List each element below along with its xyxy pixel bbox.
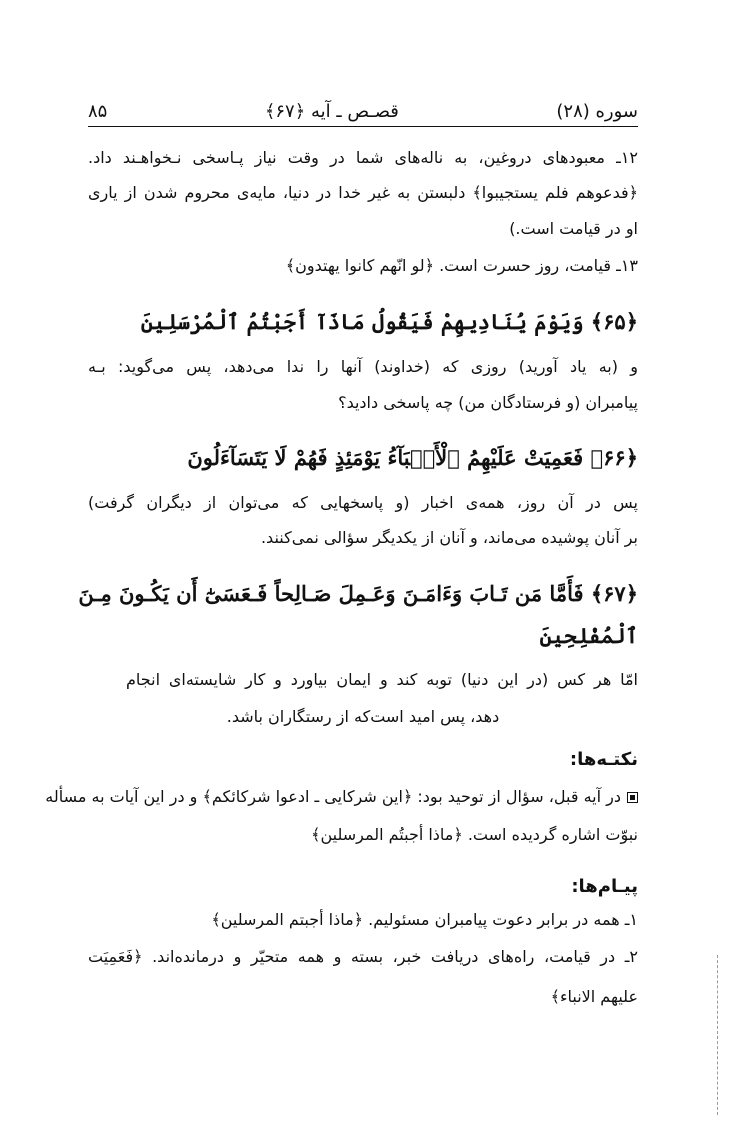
surah-label: سوره (۲۸) <box>556 101 638 122</box>
translation-66-line2: بر آنان پوشیده می‌ماند، و آنان از یکدیگر سؤالی نمی‌کنند. <box>260 528 638 547</box>
point-13-line: ۱۳ـ قیامت، روز حسرت است. ﴿لو انّهم کانوا یهتدون﴾ <box>285 256 638 275</box>
surah-title: قصـص ـ آیه ﴿۶۷﴾ <box>264 101 399 122</box>
translation-66-line1: پس در آن روز، همه‌ی اخبار (و پاسخهایی که می‌توان از دیگران گرفت) <box>88 493 638 512</box>
note-1-line1 <box>45 782 638 812</box>
verse-66: ﴿۶۶﴾ فَعَمِيَتْ عَلَيْهِمُ ٱلْأَنۢبَآءُ يَوْمَئِذٍ فَهُمْ لَا يَتَسَآءَلُونَ <box>187 445 638 470</box>
point-12-line3: او در قیامت است.) <box>509 219 638 238</box>
message-2-line1: ۲ـ در قیامت، راه‌های دریافت خبر، بسته و همه متحیّر و درمانده‌اند. ﴿فَعَمِیَت <box>88 947 638 966</box>
verse-65: ﴿۶۵﴾ وَيَوْمَ يُنَادِيهِمْ فَيَقُولُ مَاذَآ أَجَبْتُمُ ٱلْمُرْسَلِينَ <box>140 309 638 334</box>
verse-67-line1: ﴿۶۷﴾ فَأَمَّا مَن تَـابَ وَءَامَـنَ وَعَـمِلَ صَـالِحاً فَـعَسَىٰٓ أَن يَكُـونَ مِـنَ <box>78 581 638 606</box>
translation-67-line2: دهد، پس امید است‌که از رستگاران باشد. <box>226 707 500 726</box>
page-number: ۸۵ <box>88 101 108 122</box>
point-12-line1: ۱۲ـ معبودهای دروغین، به ناله‌های شما در وقت نیاز پـاسخی نـخواهـند داد. <box>88 148 638 167</box>
messages-heading: پیـام‌ها: <box>571 876 638 897</box>
note-1-line1-text: در آیه قبل، سؤال از توحید بود: ﴿این شرکایی ـ ادعوا شرکائکم﴾ و در این آیات به مسأله <box>45 787 621 806</box>
scan-edge-mark <box>717 955 718 1115</box>
translation-65-line2: پیامبران (و فرستادگان من) چه پاسخی دادید؟ <box>338 393 638 412</box>
translation-65-line1: و (به یاد آورید) روزی که (خداوند) آنها را ندا می‌دهد، پس می‌گوید: بـه <box>88 357 638 376</box>
message-1: ۱ـ همه در برابر دعوت پیامبران مسئولیم. ﴿ماذا أجبتم المرسلین﴾ <box>211 910 638 929</box>
bullet-icon <box>627 792 638 803</box>
message-2-line2: علیهم الانباء﴾ <box>550 987 638 1006</box>
notes-heading: نکتـه‌ها: <box>569 749 638 770</box>
running-header <box>88 96 638 127</box>
verse-67-line2: ٱلْمُفْلِحِينَ <box>539 623 638 648</box>
note-1-line2: نبوّت اشاره گردیده است. ﴿ماذا أجبتُم المرسلین﴾ <box>311 825 638 844</box>
translation-67-line1: امّا هر کس (در این دنیا) توبه کند و ایمان بیاورد و کار شایسته‌ای انجام <box>126 670 638 689</box>
point-12-line2: ﴿فدعوهم فلم یستجیبوا﴾ دلبستن به غیر خدا در دنیا، مایه‌ی محروم شدن از یاری <box>88 183 638 202</box>
